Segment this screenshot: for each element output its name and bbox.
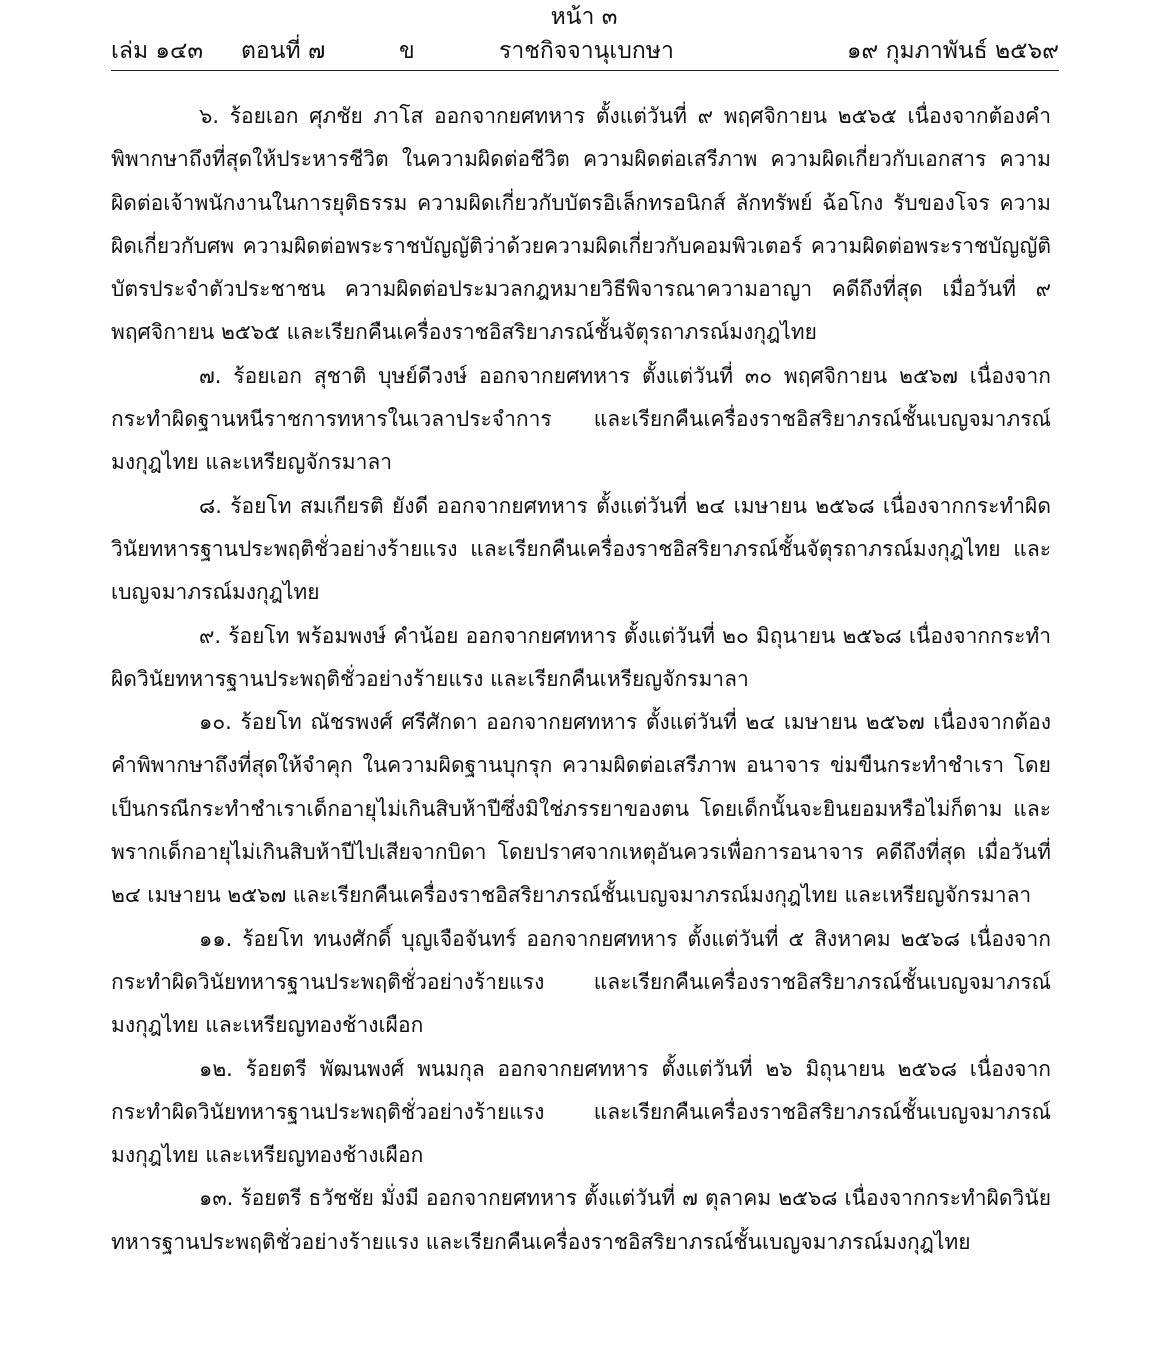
entry-paragraph: ๑๒. ร้อยตรี พัฒนพงศ์ พนมกุล ออกจากยศทหาร ตั้งแต่วันที่ ๒๖ มิถุนายน ๒๕๖๘ เนื่องจากกระทำผิดวินัยทหารฐานประพฤติชั่วอย่างร้ายแรง และเรียกคืนเครื่องราชอิสริยาภรณ์ชั้นเบญจมาภรณ์มงกุฎไทย และเหรียญทองช้างเผือก: [111, 1056, 1051, 1168]
entry-paragraph: ๑๐. ร้อยโท ณัชรพงศ์ ศรีศักดา ออกจากยศทหาร ตั้งแต่วันที่ ๒๔ เมษายน ๒๕๖๗ เนื่องจากต้องคำพิพากษาถึงที่สุดให้จำคุก ในความผิดฐานบุกรุก ความผิดต่อเสรีภาพ อนาจาร ข่มขืนกระทำชำเรา โดยเป็นกรณีกระทำชำเราเด็กอายุไม่เกินสิบห้าปีซึ่งมิใช่ภรรยาของตน โดยเด็กนั้นจะยินยอมหรือไม่ก็ตาม และพรากเด็กอายุไม่เกินสิบห้าปีไปเสียจากบิดา โดยปราศจากเหตุอันควรเพื่อการอนาจาร คดีถึงที่สุด เมื่อวันที่ ๒๔ เมษายน ๒๕๖๗ และเรียกคืนเครื่องราชอิสริยาภรณ์ชั้นเบญจมาภรณ์มงกุฎไทย และเหรียญจักรมาลา: [111, 710, 1051, 908]
page-number: หน้า ๓: [550, 4, 618, 30]
entry-paragraph: ๑๓. ร้อยตรี ธวัชชัย มั่งมี ออกจากยศทหาร ตั้งแต่วันที่ ๗ ตุลาคม ๒๕๖๘ เนื่องจากกระทำผิดวินัยทหารฐานประพฤติชั่วอย่างร้ายแรง และเรียกคืนเครื่องราชอิสริยาภรณ์ชั้นเบญจมาภรณ์มงกุฎไทย: [111, 1186, 1051, 1254]
entry-paragraph: ๖. ร้อยเอก ศุภชัย ภาโส ออกจากยศทหาร ตั้งแต่วันที่ ๙ พฤศจิกายน ๒๕๖๕ เนื่องจากต้องคำพิพากษาถึงที่สุดให้ประหารชีวิต ในความผิดต่อชีวิต ความผิดต่อเสรีภาพ ความผิดเกี่ยวกับเอกสาร ความผิดต่อเจ้าพนักงานในการยุติธรรม ความผิดเกี่ยวกับบัตรอิเล็กทรอนิกส์ ลักทรัพย์ ฉ้อโกง รับของโจร ความผิดเกี่ยวกับศพ ความผิดต่อพระราชบัญญัติว่าด้วยความผิดเกี่ยวกับคอมพิวเตอร์ ความผิดต่อพระราชบัญญัติบัตรประจำตัวประชาชน ความผิดต่อประมวลกฎหมายวิธีพิจารณาความอาญา คดีถึงที่สุด เมื่อวันที่ ๙ พฤศจิกายน ๒๕๖๕ และเรียกคืนเครื่องราชอิสริยาภรณ์ชั้นจัตุรถาภรณ์มงกุฎไทย: [111, 104, 1051, 345]
volume-label: เล่ม ๑๔๓: [111, 38, 204, 64]
header-divider: [111, 70, 1059, 71]
entry-paragraph: ๘. ร้อยโท สมเกียรติ ยังดี ออกจากยศทหาร ตั้งแต่วันที่ ๒๔ เมษายน ๒๕๖๘ เนื่องจากกระทำผิดวินัยทหารฐานประพฤติชั่วอย่างร้ายแรง และเรียกคืนเครื่องราชอิสริยาภรณ์ชั้นจัตุรถาภรณ์มงกุฎไทย และเบญจมาภรณ์มงกุฎไทย: [111, 493, 1051, 605]
gazette-header: [111, 34, 1059, 68]
gazette-name: ราชกิจจานุเบกษา: [499, 38, 674, 64]
issue-label: ตอนที่ ๗: [241, 38, 326, 64]
entry-paragraph: ๗. ร้อยเอก สุชาติ บุษย์ดีวงษ์ ออกจากยศทหาร ตั้งแต่วันที่ ๓๐ พฤศจิกายน ๒๕๖๗ เนื่องจากกระทำผิดฐานหนีราชการทหารในเวลาประจำการ และเรียกคืนเครื่องราชอิสริยาภรณ์ชั้นเบญจมาภรณ์มงกุฎไทย และเหรียญจักรมาลา: [111, 363, 1051, 475]
section-label: ข: [399, 38, 415, 64]
entry-paragraph: ๑๑. ร้อยโท ทนงศักดิ์ บุญเจือจันทร์ ออกจากยศทหาร ตั้งแต่วันที่ ๕ สิงหาคม ๒๕๖๘ เนื่องจากกระทำผิดวินัยทหารฐานประพฤติชั่วอย่างร้ายแรง และเรียกคืนเครื่องราชอิสริยาภรณ์ชั้นเบญจมาภรณ์มงกุฎไทย และเหรียญทองช้างเผือก: [111, 926, 1051, 1038]
publication-date: ๑๙ กุมภาพันธ์ ๒๕๖๙: [846, 38, 1059, 64]
entry-paragraph: ๙. ร้อยโท พร้อมพงษ์ คำน้อย ออกจากยศทหาร ตั้งแต่วันที่ ๒๐ มิถุนายน ๒๕๖๘ เนื่องจากกระทำผิดวินัยทหารฐานประพฤติชั่วอย่างร้ายแรง และเรียกคืนเหรียญจักรมาลา: [111, 623, 1051, 691]
announcement-body: [111, 95, 1051, 1264]
